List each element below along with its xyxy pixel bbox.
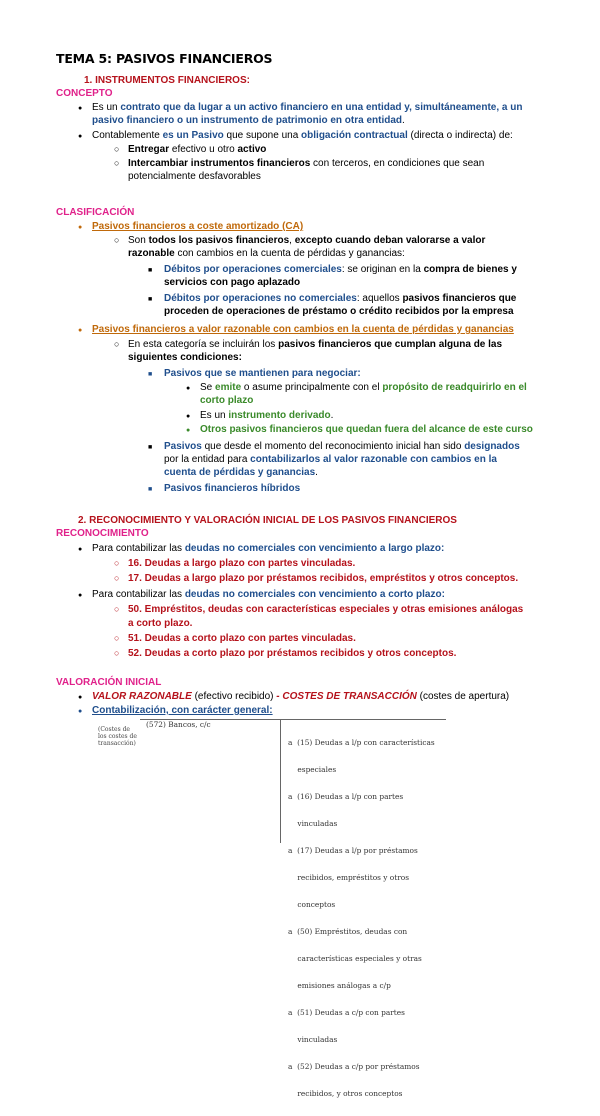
entry-divider <box>280 719 281 843</box>
text: . <box>315 467 318 478</box>
ca-desc-2 <box>128 247 405 260</box>
negociar-3: Otros pasivos financieros que quedan fuera del alcance de este curso <box>200 424 533 435</box>
text: (efectivo recibido) <box>191 691 277 702</box>
bullet-circle-icon <box>114 572 119 585</box>
hibridos: Pasivos financieros híbridos <box>164 483 301 494</box>
text: (directa o indirecta) de: <box>407 130 513 141</box>
text: Es un <box>92 102 121 113</box>
bullet-circle-icon <box>114 143 119 156</box>
text: que desde el momento del reconocimiento inicial han sido <box>201 441 465 452</box>
cp-1: 50. Empréstitos, deudas con características especiales y otras emisiones análogas <box>128 604 524 615</box>
text: : se originan en la <box>341 264 424 275</box>
entry-credit-line: emisiones análogas a c/p <box>288 981 391 990</box>
bullet-square-icon <box>148 263 152 277</box>
bullet-square-icon <box>148 482 152 496</box>
text-highlight: Débitos por operaciones comerciales <box>164 264 342 275</box>
entry-credit-line: conceptos <box>288 900 336 909</box>
concepto-heading: CONCEPTO <box>56 88 113 99</box>
text-highlight: es un Pasivo <box>162 130 224 141</box>
text-highlight: designados <box>464 441 520 452</box>
text-bold: razonable <box>128 248 175 259</box>
text: Son <box>128 235 149 246</box>
bullet-circle-icon <box>114 632 119 645</box>
entry-credit-line: a (15) Deudas a l/p con características <box>288 738 435 747</box>
text: efectivo u otro <box>169 144 238 155</box>
reconocimiento-heading: RECONOCIMIENTO <box>56 528 149 539</box>
bullet-circle-icon <box>114 234 119 247</box>
bullet-icon <box>186 381 190 395</box>
cp-1b: a corto plazo. <box>128 618 193 629</box>
text-bold: activo <box>237 144 267 155</box>
bullet-icon <box>78 220 82 234</box>
text-highlight: propósito de readquirirlo en el <box>382 382 527 393</box>
text-bold: compra de bienes y <box>423 264 517 275</box>
lp-2: 17. Deudas a largo plazo por préstamos recibidos, empréstitos y otros conceptos. <box>128 573 519 584</box>
lp-1: 16. Deudas a largo plazo con partes vinculadas. <box>128 558 356 569</box>
page-title: TEMA 5: PASIVOS FINANCIEROS <box>56 51 273 66</box>
text: : aquellos <box>356 293 403 304</box>
section-2-heading: 2. RECONOCIMIENTO Y VALORACIÓN INICIAL DE LOS PASIVOS FINANCIEROS <box>78 515 457 526</box>
desig-2 <box>164 453 497 466</box>
bullet-icon <box>78 690 82 704</box>
deb-com-1 <box>164 263 517 276</box>
text: o asume principalmente con el <box>241 382 383 393</box>
bullet-circle-icon <box>114 338 119 351</box>
valoracion-2: Contabilización, con carácter general: <box>92 705 273 716</box>
text-bold: pasivos financieros que cumplan alguna de las <box>278 339 503 350</box>
clasificacion-heading: CLASIFICACIÓN <box>56 207 135 218</box>
entry-credit-line: a (16) Deudas a l/p con partes <box>288 792 404 801</box>
bullet-icon <box>78 704 82 718</box>
text: que supone una <box>223 130 302 141</box>
ca-heading: Pasivos financieros a coste amortizado (CA) <box>92 221 304 232</box>
ca-desc-1 <box>128 234 485 247</box>
vr-heading: Pasivos financieros a valor razonable con cambios en la cuenta de pérdidas y ganancias <box>92 324 514 335</box>
entry-credit-line: vinculadas <box>288 1035 338 1044</box>
concepto-line-2 <box>92 114 405 127</box>
vr-desc-1 <box>128 338 502 351</box>
text: con cambios en la cuenta de pérdidas y ganancias: <box>174 248 405 259</box>
text: Se <box>200 382 216 393</box>
text-highlight: cuenta de pérdidas y ganancias <box>164 467 316 478</box>
bullet-icon <box>78 542 82 556</box>
text: con terceros, en condiciones que sean <box>310 158 485 169</box>
bullet-circle-icon <box>114 603 119 616</box>
text-highlight: deudas no comerciales con vencimiento a largo plazo: <box>184 543 445 554</box>
text-bold: excepto cuando deban valorarse a valor <box>294 235 486 246</box>
bullet-icon <box>186 423 190 437</box>
concepto-sub-2 <box>128 157 484 170</box>
entry-debit: (572) Bancos, c/c <box>146 720 211 729</box>
text: Contablemente <box>92 130 163 141</box>
deb-nocom-1 <box>164 292 516 305</box>
entry-credit-line: recibidos, empréstitos y otros <box>288 873 410 882</box>
concepto-line-3 <box>92 129 513 142</box>
bullet-icon <box>78 129 82 143</box>
text: En esta categoría se incluirán los <box>128 339 279 350</box>
text-bold: Entregar <box>128 144 170 155</box>
text-highlight: - COSTES DE TRANSACCIÓN <box>276 691 417 702</box>
text: , <box>289 235 295 246</box>
deb-com-2: servicios con pago aplazado <box>164 277 301 288</box>
entry-credit-line: recibidos, y otros conceptos <box>288 1089 403 1098</box>
text-highlight: emite <box>215 382 242 393</box>
bullet-square-icon <box>148 292 152 306</box>
entry-left-note: (Costes de los costes de transacción) <box>98 726 137 747</box>
entry-credits <box>288 720 435 1116</box>
bullet-square-icon <box>148 367 152 381</box>
entry-credit-line: a (17) Deudas a l/p por préstamos <box>288 846 418 855</box>
bullet-circle-icon <box>114 647 119 660</box>
entry-credit-line: a (52) Deudas a c/p por préstamos <box>288 1062 420 1071</box>
negociar-2 <box>200 409 333 422</box>
text-highlight: deudas no comerciales con vencimiento a corto plazo: <box>184 589 445 600</box>
text-highlight: instrumento derivado <box>228 410 331 421</box>
text: . <box>330 410 334 421</box>
cp-3: 52. Deudas a corto plazo por préstamos recibidos y otros conceptos. <box>128 648 457 659</box>
text-bold: Intercambiar instrumentos financieros <box>128 158 311 169</box>
text-highlight: pasivo financiero o un instrumento de patrimonio en otra entidad <box>92 115 403 126</box>
bullet-icon <box>78 323 82 337</box>
text: (costes de apertura) <box>416 691 510 702</box>
cp-2: 51. Deudas a corto plazo con partes vinculadas. <box>128 633 356 644</box>
text-highlight: Pasivos <box>164 441 202 452</box>
vr-desc-2: siguientes condiciones: <box>128 352 242 363</box>
text: Para contabilizar las <box>92 543 185 554</box>
text-highlight: obligación contractual <box>301 130 408 141</box>
section-1-heading: 1. INSTRUMENTOS FINANCIEROS: <box>84 75 250 86</box>
lp-intro <box>92 542 444 555</box>
concepto-sub-1 <box>128 143 266 156</box>
bullet-icon <box>78 588 82 602</box>
text: . <box>402 115 405 126</box>
valoracion-1 <box>92 690 509 703</box>
deb-nocom-2: proceden de operaciones de préstamo o crédito recibidos por la empresa <box>164 306 514 317</box>
text: Para contabilizar las <box>92 589 185 600</box>
bullet-square-icon <box>148 440 152 454</box>
entry-credit-line: especiales <box>288 765 337 774</box>
text: por la entidad para <box>164 454 251 465</box>
text-highlight: VALOR RAZONABLE <box>92 691 192 702</box>
entry-credit-line: a (51) Deudas a c/p con partes <box>288 1008 405 1017</box>
text-highlight: Débitos por operaciones no comerciales <box>164 293 357 304</box>
negociar-1b: corto plazo <box>200 395 254 406</box>
concepto-sub-2b: potencialmente desfavorables <box>128 171 261 182</box>
desig-1 <box>164 440 520 453</box>
negociar-heading: Pasivos que se mantienen para negociar: <box>164 368 361 379</box>
text: Es un <box>200 410 229 421</box>
text-highlight: contabilizarlos al valor razonable con cambios en la <box>250 454 497 465</box>
bullet-circle-icon <box>114 157 119 170</box>
text-bold: pasivos financieros que <box>402 293 517 304</box>
text-highlight: contrato que da lugar a un activo financiero en una entidad y, simultáneamente, a un <box>120 102 523 113</box>
text-bold: todos los pasivos financieros <box>148 235 290 246</box>
bullet-icon <box>186 409 190 423</box>
desig-3 <box>164 466 318 479</box>
bullet-icon <box>78 101 82 115</box>
entry-credit-line: vinculadas <box>288 819 338 828</box>
negociar-1 <box>200 381 527 394</box>
cp-intro <box>92 588 445 601</box>
entry-credit-line: características especiales y otras <box>288 954 422 963</box>
entry-credit-line: a (50) Empréstitos, deudas con <box>288 927 408 936</box>
valoracion-heading: VALORACIÓN INICIAL <box>56 677 162 688</box>
concepto-line-1 <box>92 101 522 114</box>
bullet-circle-icon <box>114 557 119 570</box>
